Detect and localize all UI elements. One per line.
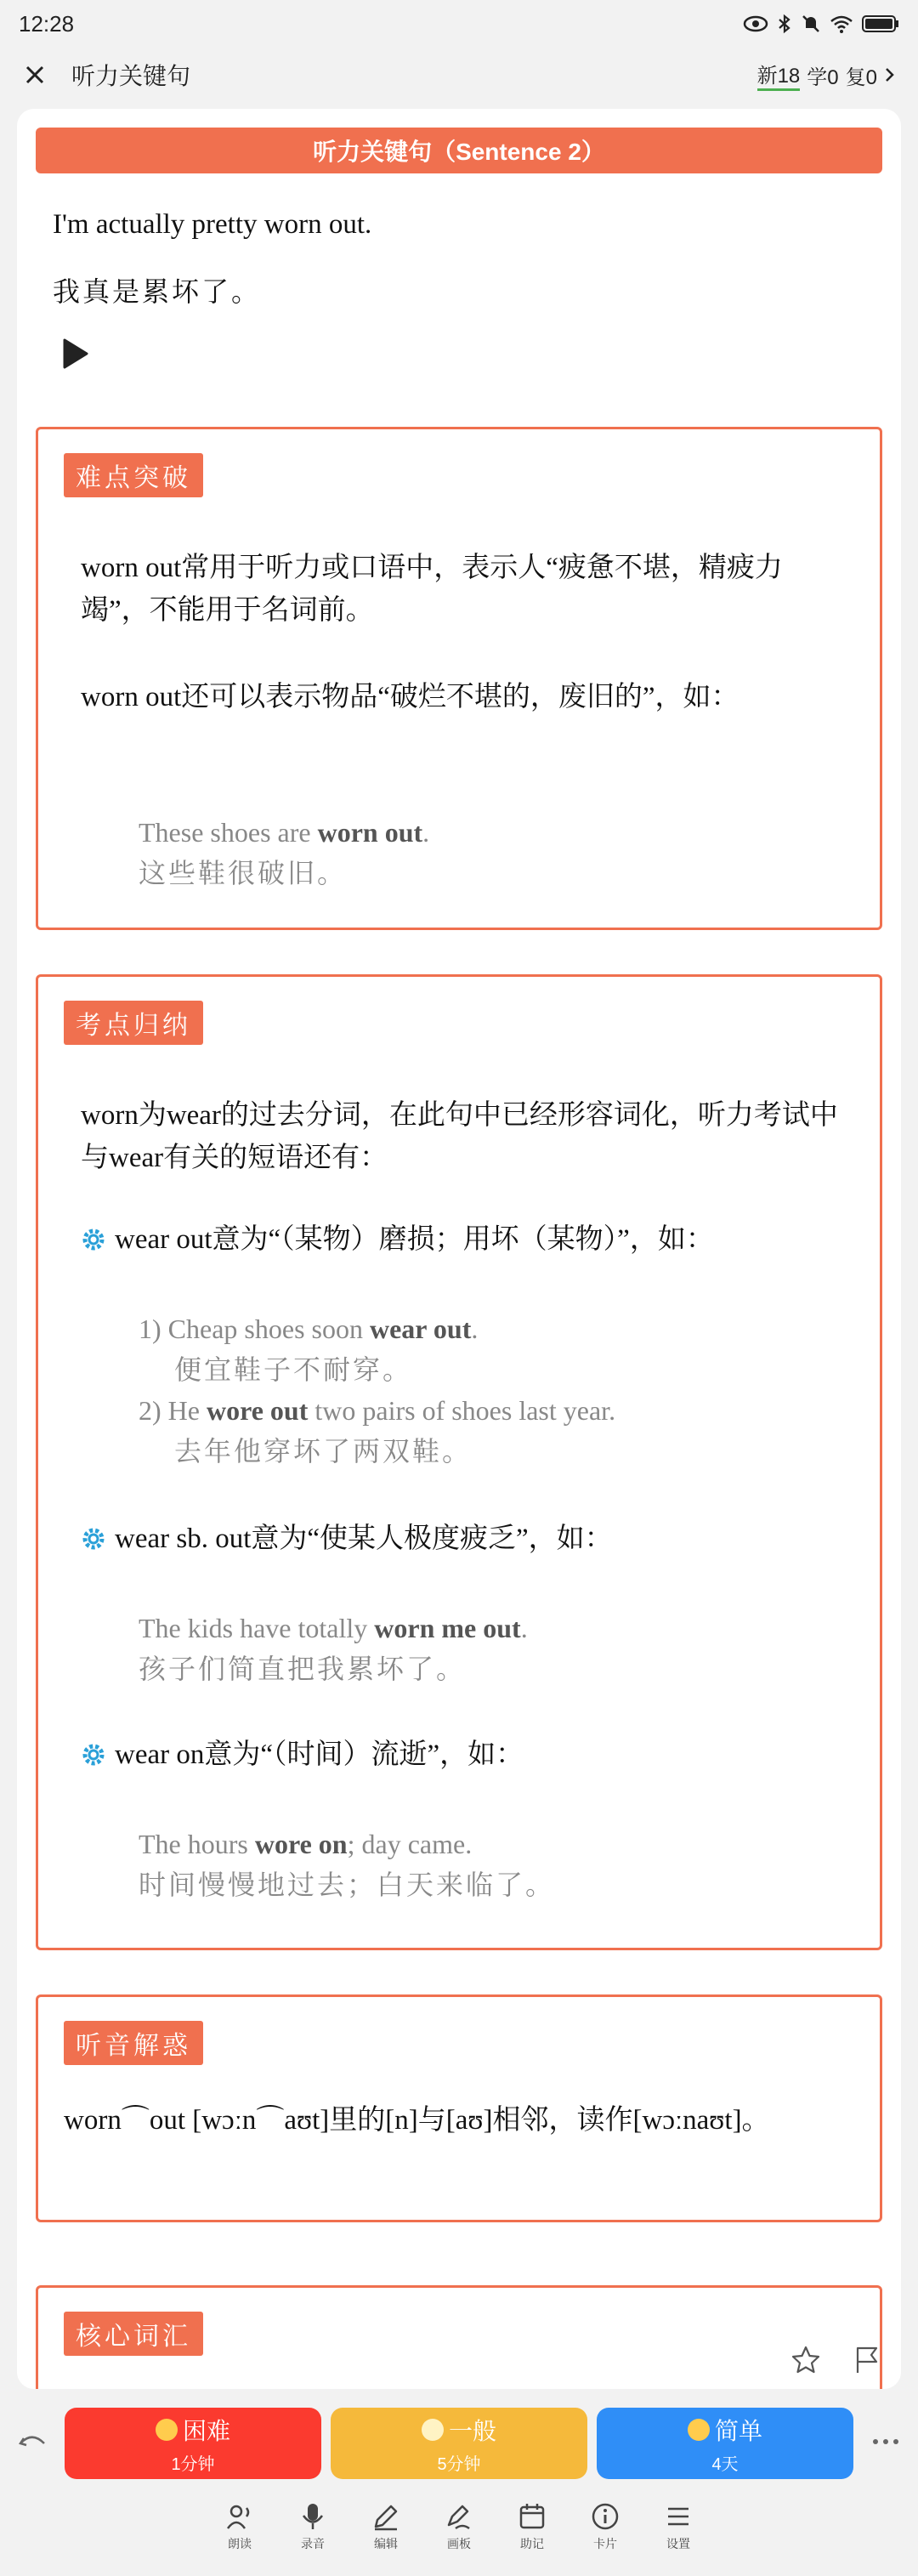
info-icon bbox=[590, 2501, 620, 2532]
nav-card[interactable]: 卡片 bbox=[579, 2501, 632, 2576]
easy-interval: 4天 bbox=[711, 2454, 739, 2474]
easy-button[interactable]: 简单 4天 bbox=[597, 2408, 853, 2479]
learn-count: 学0 bbox=[807, 65, 839, 89]
content-card[interactable] bbox=[17, 109, 901, 2389]
eye-icon bbox=[743, 14, 768, 33]
undo-button[interactable] bbox=[17, 2426, 48, 2457]
review-count: 复0 bbox=[845, 65, 877, 89]
settings-list-icon bbox=[663, 2501, 694, 2532]
example-chinese: 这些鞋很破旧。 bbox=[139, 858, 348, 888]
mute-icon bbox=[801, 14, 821, 34]
gear-icon bbox=[81, 1742, 106, 1767]
speaker-person-icon bbox=[224, 2501, 255, 2532]
section-core-vocab bbox=[36, 2285, 882, 2389]
nav-remember[interactable]: 助记 bbox=[506, 2501, 558, 2576]
top-bar bbox=[0, 48, 918, 102]
nav-edit[interactable]: 编辑 bbox=[360, 2501, 412, 2576]
section-difficulty bbox=[36, 427, 882, 930]
star-icon bbox=[790, 2345, 821, 2375]
example-chinese: 去年他穿坏了两双鞋。 bbox=[174, 1436, 473, 1467]
pencil-icon bbox=[371, 2501, 401, 2532]
bottom-toolbar bbox=[0, 2491, 918, 2576]
example bbox=[139, 812, 836, 894]
progress-stats[interactable] bbox=[757, 59, 896, 91]
example bbox=[139, 1308, 870, 1472]
section-tag: 听音解惑 bbox=[64, 2021, 203, 2065]
medium-button[interactable]: 一般 5分钟 bbox=[331, 2408, 587, 2479]
section-pronunciation bbox=[36, 1994, 882, 2222]
new-count: 新18 bbox=[757, 59, 801, 91]
example-english: 1) Cheap shoes soon wear out. bbox=[139, 1314, 479, 1344]
example-chinese: 孩子们简直把我累坏了。 bbox=[139, 1654, 467, 1684]
nav-draw[interactable]: 画板 bbox=[433, 2501, 485, 2576]
section-tag: 核心词汇 bbox=[64, 2312, 203, 2356]
microphone-icon bbox=[298, 2501, 328, 2532]
example-english: 2) He wore out two pairs of shoes last year. bbox=[139, 1395, 616, 1426]
sentence-chinese: 我真是累坏了。 bbox=[53, 275, 262, 308]
neutral-face-icon bbox=[422, 2419, 444, 2441]
example bbox=[139, 1608, 836, 1689]
play-icon bbox=[58, 337, 92, 371]
card-actions bbox=[790, 2345, 882, 2375]
example bbox=[139, 1824, 836, 1905]
example-english: These shoes are worn out. bbox=[139, 817, 430, 848]
gear-icon bbox=[81, 1227, 106, 1252]
chevron-right-icon bbox=[884, 66, 896, 83]
hard-interval: 1分钟 bbox=[171, 2454, 215, 2474]
status-bar bbox=[0, 0, 918, 48]
sad-face-icon bbox=[156, 2419, 178, 2441]
status-icons bbox=[743, 14, 899, 34]
nav-read[interactable]: 朗读 bbox=[213, 2501, 266, 2576]
card-title: 听力关键句（Sentence 2） bbox=[36, 128, 882, 173]
flag-button[interactable] bbox=[852, 2345, 882, 2375]
example-english: The hours wore on; day came. bbox=[139, 1829, 473, 1859]
undo-icon bbox=[17, 2426, 48, 2457]
hard-button[interactable]: 困难 1分钟 bbox=[65, 2408, 321, 2479]
more-icon bbox=[869, 2426, 903, 2457]
medium-interval: 5分钟 bbox=[437, 2454, 481, 2474]
flag-icon bbox=[852, 2345, 882, 2375]
wifi-icon bbox=[830, 14, 853, 33]
happy-face-icon bbox=[688, 2419, 710, 2441]
sentence-english: I'm actually pretty worn out. bbox=[53, 209, 372, 240]
rating-row bbox=[0, 2399, 918, 2484]
status-time: 12:28 bbox=[19, 10, 75, 37]
more-button[interactable] bbox=[869, 2426, 903, 2457]
section-tag: 考点归纳 bbox=[64, 1001, 203, 1045]
drawing-board-icon bbox=[444, 2501, 474, 2532]
bluetooth-icon bbox=[777, 14, 792, 34]
section-key-points bbox=[36, 974, 882, 1950]
paragraph: worn为wear的过去分词，在此句中已经形容词化，听力考试中与wear有关的短语还有： bbox=[81, 1100, 838, 1173]
paragraph: worn⌒out [wɔːn⌒aʊt]里的[n]与[aʊ]相邻，读作[wɔːnaʊt]。 bbox=[64, 2105, 770, 2136]
example-chinese: 便宜鞋子不耐穿。 bbox=[174, 1354, 413, 1385]
paragraph: worn out还可以表示物品“破烂不堪的，废旧的”，如： bbox=[81, 682, 740, 712]
nav-record[interactable]: 录音 bbox=[286, 2501, 339, 2576]
section-tag: 难点突破 bbox=[64, 453, 203, 497]
close-icon bbox=[25, 65, 45, 85]
bullet-wear-sb-out: wear sb. out意为“使某人极度疲乏”，如： bbox=[81, 1518, 871, 1560]
play-button[interactable] bbox=[58, 337, 92, 371]
paragraph: worn out常用于听力或口语中，表示人“疲惫不堪，精疲力竭”，不能用于名词前。 bbox=[81, 553, 783, 626]
page-title: 听力关键句 bbox=[71, 63, 191, 89]
battery-icon bbox=[862, 14, 899, 33]
calendar-icon bbox=[517, 2501, 547, 2532]
bullet-wear-on: wear on意为“（时间）流逝”，如： bbox=[81, 1733, 871, 1776]
gear-icon bbox=[81, 1526, 106, 1552]
star-button[interactable] bbox=[790, 2345, 821, 2375]
bullet-wear-out: wear out意为“（某物）磨损；用坏（某物）”，如： bbox=[81, 1218, 871, 1261]
example-english: The kids have totally worn me out. bbox=[139, 1613, 528, 1643]
example-chinese: 时间慢慢地过去；白天来临了。 bbox=[139, 1870, 556, 1900]
nav-settings[interactable]: 设置 bbox=[652, 2501, 705, 2576]
close-button[interactable] bbox=[22, 62, 48, 88]
